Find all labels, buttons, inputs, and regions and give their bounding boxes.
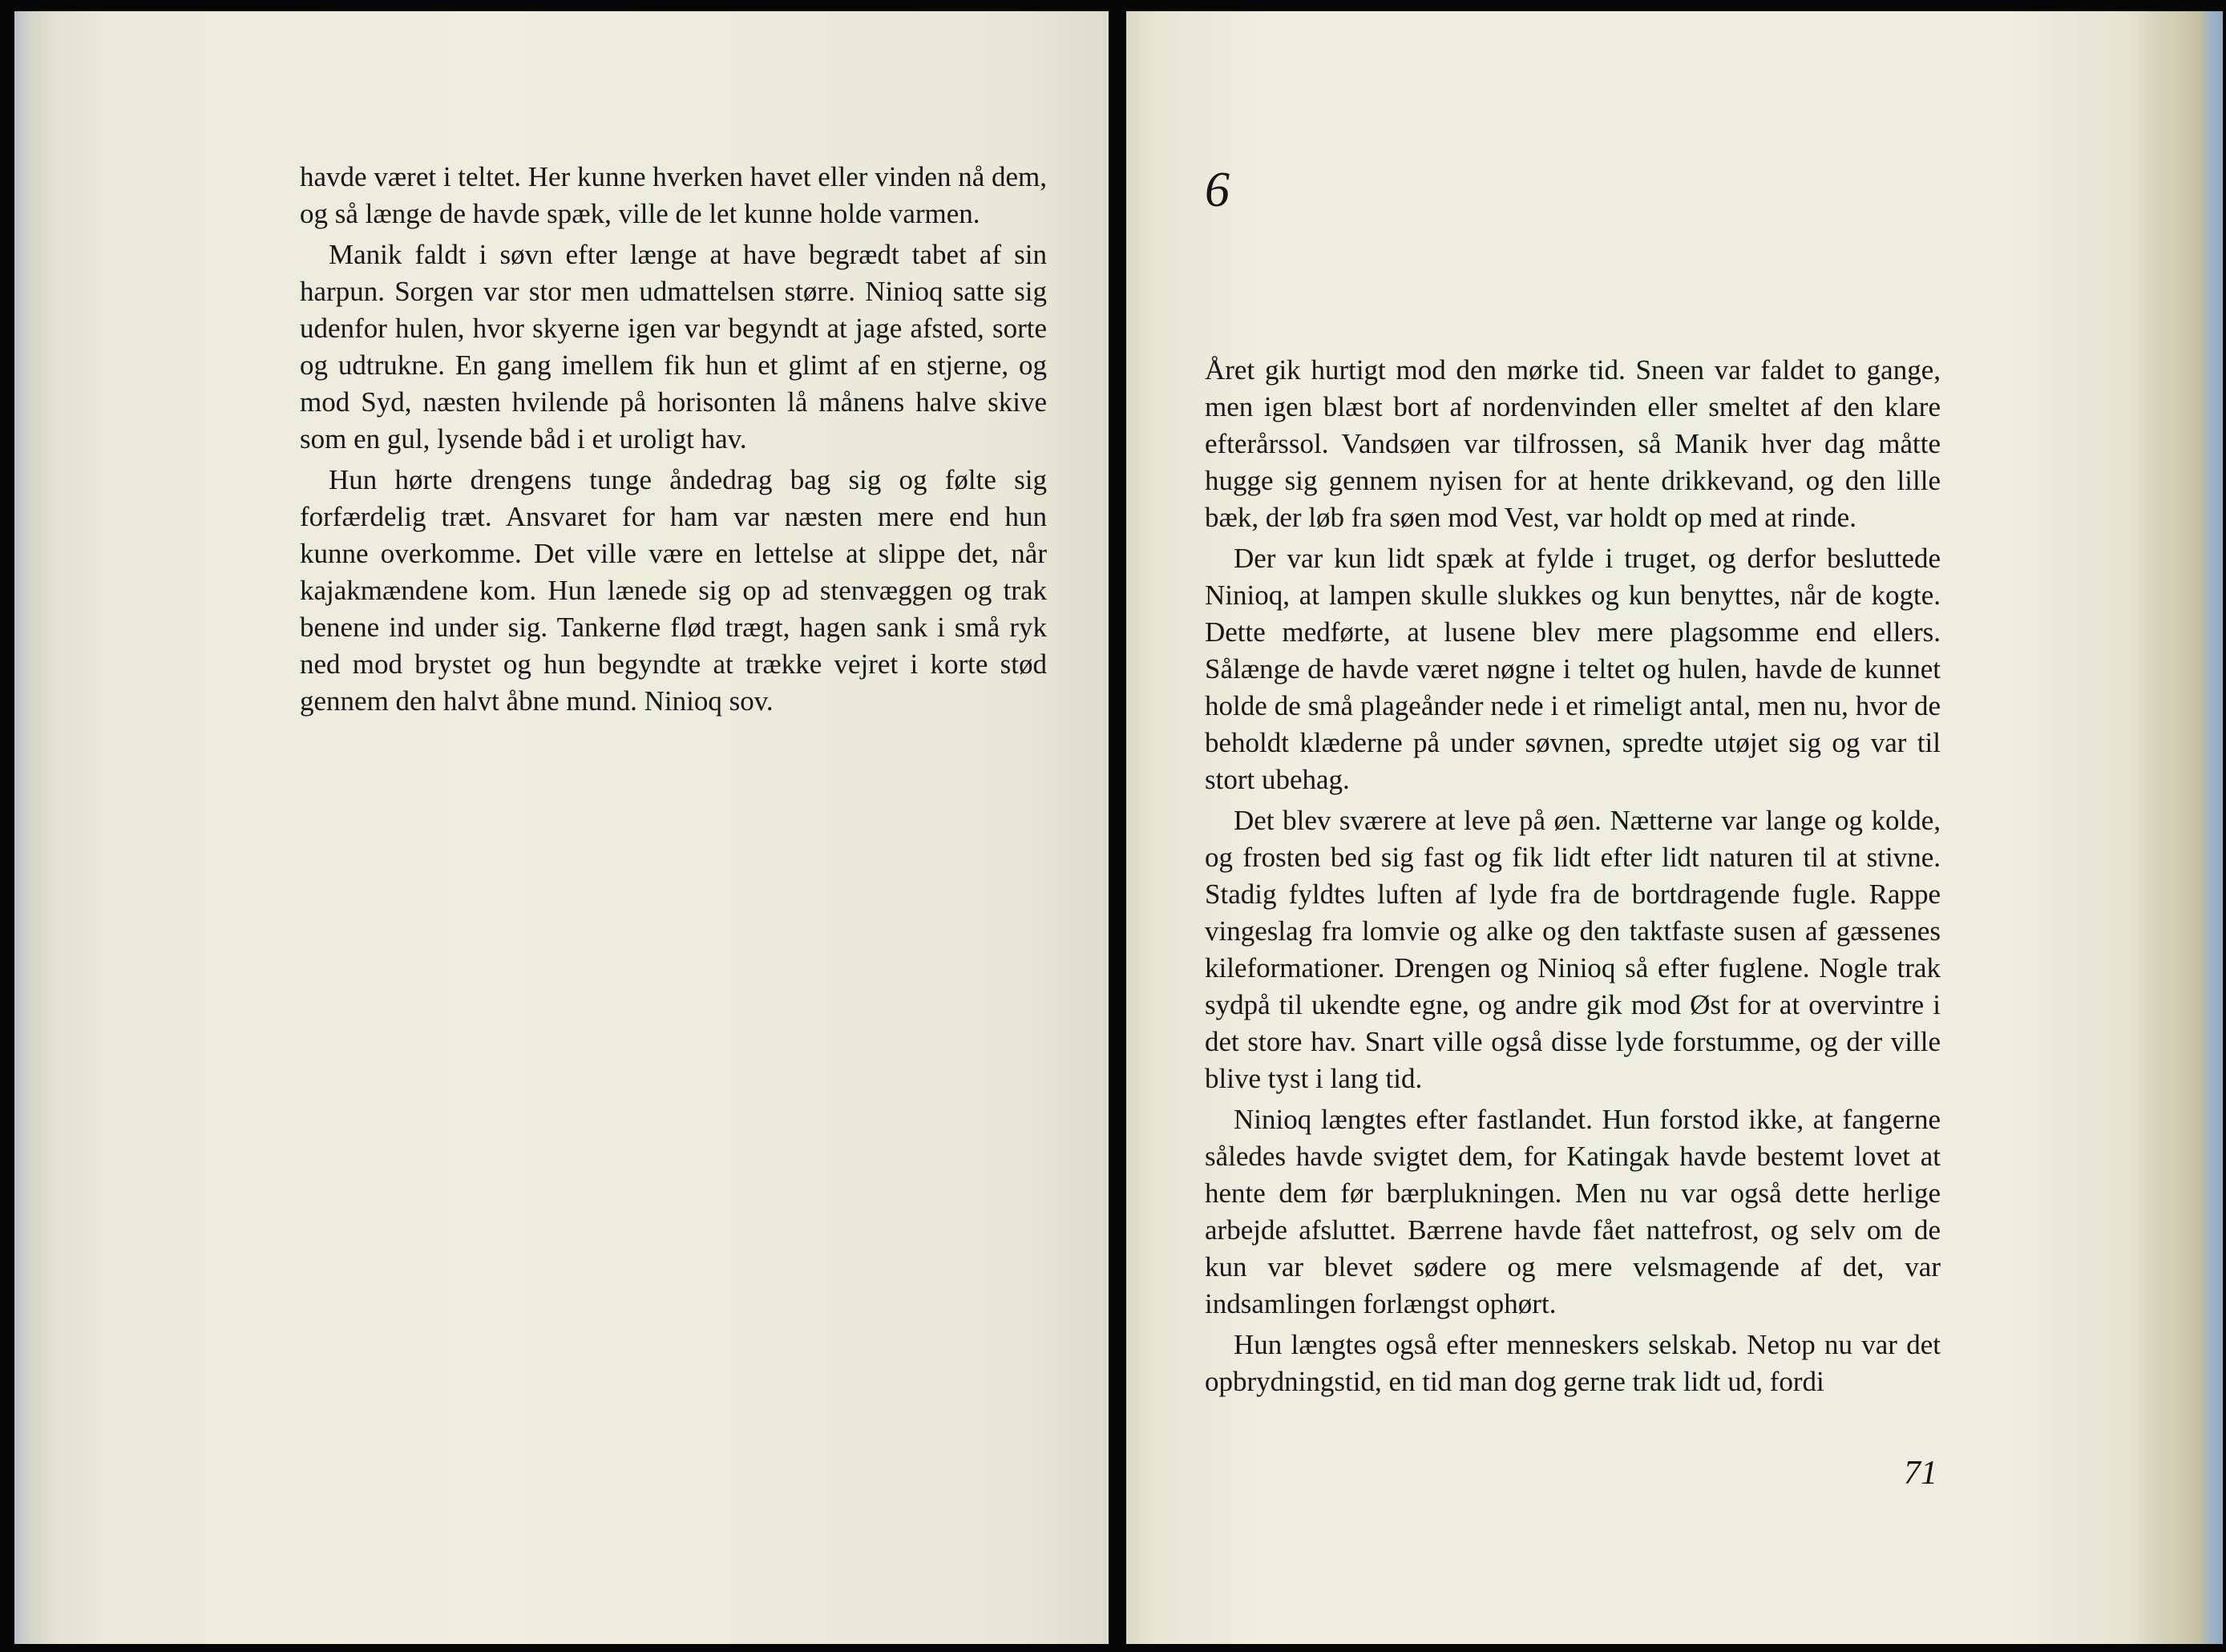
right-paragraph-2: Der var kun lidt spæk at fylde i truget, og derfor besluttede Ninioq, at lampen skulle slukkes og kun benyttes, når de kogte. Dette medførte, at lusene blev mere plagsomme end ellers. Sålænge de havde været nøgne i teltet og hulen, havde de kunnet holde de små plageånder nede i et rimeligt antal, men nu, hvor de beholdt klæderne på under søvnen, spredte utøjet sig og var til stort ubehag. — [1205, 543, 1941, 795]
right-paragraph-5: Hun længtes også efter menneskers selskab. Netop nu var det opbrydningstid, en tid man dog gerne trak lidt ud, fordi — [1205, 1329, 1941, 1397]
left-paragraph-2: Manik faldt i søvn efter længe at have begrædt tabet af sin harpun. Sorgen var stor men udmattelsen større. Ninioq satte sig udenfor hulen, hvor skyerne igen var begyndt at jage afsted, sorte og udtrukne. En gang imellem fik hun et glimt af en stjerne, og mod Syd, næsten hvilende på horisonten lå månens halve skive som en gul, lysende båd i et uroligt hav. — [300, 239, 1047, 454]
left-paragraph-3: Hun hørte drengens tunge åndedrag bag sig og følte sig forfærdelig træt. Ansvaret for ham var næsten mere end hun kunne overkomme. Det ville være en lettelse at slippe det, når kajakmændene kom. Hun lænede sig op ad stenvæggen og trak benene ind under sig. Tankerne flød trægt, hagen sank i små ryk ned mod brystet og hun begyndte at trække vejret i korte stød gennem den halvt åbne mund. Ninioq sov. — [300, 464, 1047, 717]
left-page-text — [300, 159, 1047, 724]
chapter-number: 6 — [1205, 163, 1230, 217]
left-paragraph-1: havde været i teltet. Her kunne hverken havet eller vinden nå dem, og så længe de havde spæk, ville de let kunne holde varmen. — [300, 161, 1048, 229]
right-paragraph-1: Året gik hurtigt mod den mørke tid. Sneen var faldet to gange, men igen blæst bort af nordenvinden eller smeltet af den klare efterårssol. Vandsøen var tilfrossen, så Manik hver dag måtte hugge sig gennem nyisen for at hente drikkevand, og den lille bæk, der løb fra søen mod Vest, var holdt op med at rinde. — [1205, 354, 1941, 533]
page-number: 71 — [1904, 1455, 1937, 1492]
right-paragraph-3: Det blev sværere at leve på øen. Nætterne var lange og kolde, og frosten bed sig fast og fik lidt efter lidt naturen til at stivne. Stadig fyldtes luften af lyde fra de bortdragende fugle. Rappe vingeslag fra lomvie og alke og den taktfaste susen af gæssenes kileformationer. Drengen og Ninioq så efter fuglene. Nogle trak sydpå til ukendte egne, og andre gik mod Øst for at overvintre i det store hav. Snart ville også disse lyde forstumme, og der ville blive tyst i lang tid. — [1205, 805, 1941, 1094]
right-page — [1126, 11, 2223, 1644]
right-paragraph-4: Ninioq længtes efter fastlandet. Hun forstod ikke, at fangerne således havde svigtet dem, for Katingak havde bestemt lovet at hente dem før bærplukningen. Men nu var også dette herlige arbejde afsluttet. Bærrene havde fået nattefrost, og selv om de kun var blevet sødere og mere velsmagende af det, var indsamlingen forlængst ophørt. — [1205, 1104, 1941, 1319]
book-gutter — [1109, 11, 1126, 1644]
right-page-text — [1205, 352, 1941, 1404]
left-page — [14, 11, 1109, 1644]
